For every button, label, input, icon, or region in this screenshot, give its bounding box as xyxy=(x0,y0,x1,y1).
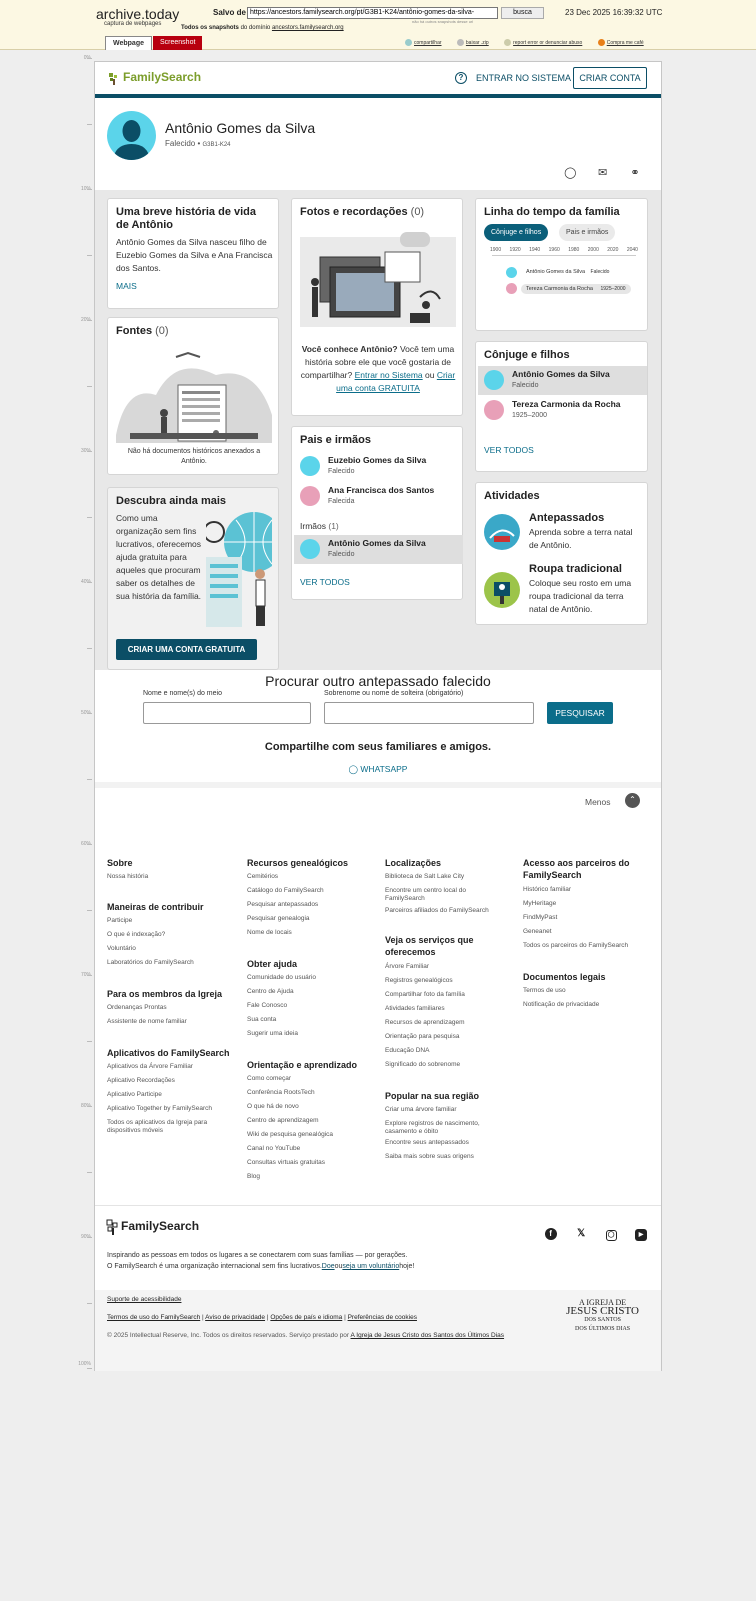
church-logo-line: A IGREJA DE xyxy=(579,1298,627,1307)
footer-logo[interactable] xyxy=(105,1219,199,1235)
activity-title[interactable]: Antepassados xyxy=(529,512,605,524)
spouse-status: Falecido xyxy=(512,382,539,389)
footer-link[interactable]: Sugerir uma ideia xyxy=(247,1030,298,1037)
female-avatar-icon xyxy=(300,486,320,506)
timeline-dates: 1925–2000 xyxy=(600,286,626,292)
activities-title: Atividades xyxy=(484,490,540,502)
first-name-label: Nome e nome(s) do meio xyxy=(143,690,222,697)
documents-illustration xyxy=(116,345,272,443)
tab-screenshot[interactable]: Screenshot xyxy=(153,36,202,50)
timeline-title: Linha do tempo da família xyxy=(484,206,620,218)
year-label: 1900 xyxy=(490,247,502,253)
tab-webpage[interactable]: Webpage xyxy=(105,36,152,50)
footer-link[interactable]: Encontre seus antepassados xyxy=(385,1139,469,1146)
year-label: 2000 xyxy=(587,247,599,253)
footer-link[interactable]: O que há de novo xyxy=(247,1103,299,1110)
footer-heading: Orientação e aprendizado xyxy=(247,1060,358,1070)
login-link[interactable]: ENTRAR NO SISTEMA xyxy=(476,73,572,83)
spouse-name: Antônio Gomes da Silva xyxy=(512,369,610,379)
discover-card xyxy=(107,487,279,670)
footer-link[interactable]: Geneanet xyxy=(523,928,552,935)
accessibility-link[interactable]: Suporte de acessibilidade xyxy=(107,1296,182,1303)
archive-logo[interactable]: archive.today xyxy=(96,6,180,22)
ruler-tick xyxy=(87,255,92,256)
legal-footer xyxy=(95,1290,661,1371)
photos-or: ou xyxy=(422,370,437,380)
sibling-name: Antônio Gomes da Silva xyxy=(328,538,426,548)
familysearch-logo[interactable] xyxy=(107,70,201,85)
report-link[interactable]: report error or denunciar abuso xyxy=(513,39,583,46)
photos-illustration xyxy=(300,227,456,327)
year-label: 2020 xyxy=(607,247,619,253)
ruler-label: 90% xyxy=(80,1234,91,1240)
footer-link[interactable]: Centro de Ajuda xyxy=(247,988,294,995)
footer-link[interactable]: Aplicativo Participe xyxy=(107,1091,162,1098)
country-language-link[interactable]: Opções de país e idioma xyxy=(270,1314,343,1321)
terms-link[interactable]: Termos de uso do FamilySearch xyxy=(107,1314,201,1321)
timeline-line xyxy=(492,255,636,256)
ruler-tick xyxy=(87,189,92,190)
male-avatar-icon xyxy=(300,456,320,476)
spouse-name: Tereza Carmonia da Rocha xyxy=(512,399,621,409)
ruler-label: 20% xyxy=(80,317,91,323)
first-name-input[interactable] xyxy=(143,702,311,724)
timeline-row[interactable] xyxy=(526,269,609,275)
parent-status: Falecida xyxy=(328,498,355,505)
page-ruler xyxy=(78,55,92,1368)
whatsapp-icon[interactable]: ◯ xyxy=(564,167,577,179)
spouse-see-all-link[interactable]: VER TODOS xyxy=(484,445,534,455)
discover-text: Como uma organização sem fins lucrativos, oferecemos ajuda gratuita para aqueles que procuram saber os detalhes de sua história da família. xyxy=(116,513,202,601)
tree-icon xyxy=(105,1219,121,1235)
story-text: Antônio Gomes da Silva nasceu filho de Euzebio Gomes da Silva e Ana Francisca dos Santos. xyxy=(116,237,273,273)
year-label: 1920 xyxy=(509,247,521,253)
org-post: hoje! xyxy=(399,1263,415,1270)
footer-link[interactable]: Parceiros afiliados do FamilySearch xyxy=(385,907,489,914)
male-avatar-icon xyxy=(484,370,504,390)
search-button[interactable]: PESQUISAR xyxy=(547,702,613,724)
person-id: G3B1-K24 xyxy=(202,142,231,148)
spouse-row[interactable] xyxy=(478,366,647,395)
tab-parents-siblings[interactable]: Pais e irmãos xyxy=(559,224,615,241)
ruler-label: 60% xyxy=(80,841,91,847)
archive-search-button[interactable]: busca xyxy=(501,7,544,19)
domain-link[interactable]: ancestors.familysearch.org xyxy=(271,25,344,31)
ruler-tick xyxy=(87,648,92,649)
footer-link[interactable]: Consultas virtuais gratuitas xyxy=(247,1159,326,1166)
archive-note: não há outros snapshots desse url xyxy=(412,19,474,24)
ruler-tick xyxy=(87,124,92,125)
ruler-label: 40% xyxy=(80,579,91,585)
cookie-preferences-link[interactable]: Preferências de cookies xyxy=(347,1314,417,1321)
female-avatar-icon xyxy=(484,400,504,420)
help-icon[interactable]: ? xyxy=(455,72,467,84)
last-name-label: Sobrenome ou nome de solteira (obrigatório) xyxy=(324,690,464,697)
activity-title[interactable]: Roupa tradicional xyxy=(529,563,622,575)
footer-link[interactable]: Biblioteca de Salt Lake City xyxy=(385,873,465,880)
photos-prompt xyxy=(300,343,456,395)
tagline-text: Inspirando as pessoas em todos os lugares a se conectarem com suas famílias — por gerações. xyxy=(107,1252,408,1259)
snapshots-label[interactable]: Todos os snapshots xyxy=(181,25,239,31)
copyright xyxy=(107,1332,504,1339)
footer-tagline xyxy=(107,1250,414,1272)
footer-link[interactable]: Significado do sobrenome xyxy=(385,1061,461,1068)
footer-link[interactable]: Ordenanças Prontas xyxy=(107,1004,167,1011)
footer-link[interactable]: Notificação de privacidade xyxy=(523,1001,600,1008)
ruler-tick xyxy=(87,1041,92,1042)
story-card xyxy=(107,198,279,309)
ruler-tick xyxy=(87,582,92,583)
x-icon[interactable]: 𝕏 xyxy=(577,1228,586,1239)
spouse-title: Cônjuge e filhos xyxy=(484,349,570,361)
share-icons xyxy=(548,163,641,181)
footer-heading: Aplicativos do FamilySearch xyxy=(107,1048,230,1058)
church-link[interactable]: A Igreja de Jesus Cristo dos Santos dos Últimos Dias xyxy=(350,1332,505,1339)
whatsapp-label: WHATSAPP xyxy=(360,764,408,774)
ruler-tick xyxy=(87,320,92,321)
org-or: ou xyxy=(334,1263,343,1270)
footer-link[interactable]: Blog xyxy=(247,1173,261,1180)
share-icon xyxy=(405,39,412,46)
footer-link[interactable]: Assistente de nome familiar xyxy=(107,1018,187,1025)
footer-heading: Documentos legais xyxy=(523,972,606,982)
footer-link[interactable]: MyHeritage xyxy=(523,900,557,907)
ruler-tick xyxy=(87,910,92,911)
discover-title: Descubra ainda mais xyxy=(116,495,227,507)
spouse-status: 1925–2000 xyxy=(512,412,548,419)
footer-link[interactable]: Canal no YouTube xyxy=(247,1145,301,1152)
instagram-icon[interactable]: ◯ xyxy=(606,1230,617,1241)
sources-title xyxy=(116,325,169,338)
footer-heading: Recursos genealógicos xyxy=(247,858,349,868)
footer-heading: Obter ajuda xyxy=(247,959,298,969)
footer-link[interactable]: Como começar xyxy=(247,1075,292,1082)
ruler-tick xyxy=(87,1237,92,1238)
report-icon xyxy=(504,39,511,46)
parent-row[interactable] xyxy=(294,452,463,481)
photos-question: Você conhece Antônio? xyxy=(301,344,398,354)
parents-card xyxy=(291,426,463,600)
footer-link[interactable]: Histórico familiar xyxy=(523,886,572,893)
year-label: 2040 xyxy=(626,247,638,253)
photos-create-link[interactable]: Criar uma conta GRATUITA xyxy=(336,370,456,393)
facebook-icon[interactable]: f xyxy=(545,1228,557,1240)
share-link[interactable]: compartilhar xyxy=(414,39,442,46)
parent-name: Euzebio Gomes da Silva xyxy=(328,455,427,465)
archive-links xyxy=(405,39,658,46)
footer-link[interactable]: Voluntário xyxy=(107,945,136,952)
coffee-link[interactable]: Compra me café xyxy=(606,39,644,46)
ruler-label: 0% xyxy=(83,55,91,61)
footer-heading: Sobre xyxy=(107,858,133,868)
ruler-tick xyxy=(87,844,92,845)
org-text: O FamilySearch é uma organização internacional sem fins lucrativos. xyxy=(107,1263,322,1270)
footer-link[interactable]: Catálogo do FamilySearch xyxy=(247,887,324,894)
activity-text: Aprenda sobre a terra natal de Antônio. xyxy=(529,527,633,550)
saved-from-label: Salvo de xyxy=(213,8,246,17)
spouse-row[interactable] xyxy=(478,396,647,425)
social-icons xyxy=(531,1223,647,1241)
footer-link[interactable]: Todos os parceiros do FamilySearch xyxy=(523,942,629,949)
footer-link[interactable]: Aplicativo Recordações xyxy=(107,1077,175,1084)
footer-link[interactable]: Nome de locais xyxy=(247,929,292,936)
ruler-tick xyxy=(87,386,92,387)
link-icon[interactable]: ⚭ xyxy=(630,167,640,179)
spouse-card xyxy=(475,341,648,472)
parent-row[interactable] xyxy=(294,482,463,511)
ruler-label: 80% xyxy=(80,1103,91,1109)
whatsapp-icon: ◯ xyxy=(348,764,359,774)
create-account-button[interactable]: CRIAR CONTA xyxy=(573,67,647,89)
timeline-row[interactable] xyxy=(521,284,631,294)
photos-login-link[interactable]: Entrar no Sistema xyxy=(354,370,423,380)
footer-link[interactable]: Educação DNA xyxy=(385,1047,430,1054)
footer-link[interactable]: Criar uma árvore familiar xyxy=(385,1106,457,1113)
footer-link[interactable]: Explore registros de nascimento, casamento e óbito xyxy=(385,1120,480,1135)
sources-card xyxy=(107,317,279,475)
footer-link[interactable]: Atividades familiares xyxy=(385,1005,445,1012)
cards-area xyxy=(95,190,661,670)
ancestors-icon[interactable] xyxy=(484,514,520,550)
ruler-tick xyxy=(87,1303,92,1304)
ruler-tick xyxy=(87,1106,92,1107)
male-avatar-icon xyxy=(506,267,517,278)
siblings-label xyxy=(300,520,339,533)
footer-link[interactable]: Aplicativos da Árvore Familiar xyxy=(107,1063,193,1070)
create-free-account-button[interactable]: CRIAR UMA CONTA GRATUITA xyxy=(116,639,257,660)
year-label: 1960 xyxy=(548,247,560,253)
story-more-link[interactable]: MAIS xyxy=(116,281,137,291)
footer-link[interactable]: Comunidade do usuário xyxy=(247,974,317,981)
donate-link[interactable]: Doe xyxy=(321,1263,335,1270)
ruler-tick xyxy=(87,517,92,518)
ruler-tick xyxy=(87,58,92,59)
person-header xyxy=(95,98,661,190)
parent-name: Ana Francisca dos Santos xyxy=(328,485,435,495)
church-logo-line: DOS SANTOS xyxy=(584,1317,621,1323)
ruler-label: 30% xyxy=(80,448,91,454)
download-icon xyxy=(457,39,464,46)
footer-link[interactable]: Pesquisar antepassados xyxy=(247,901,319,908)
footer-link[interactable]: Recursos de aprendizagem xyxy=(385,1019,465,1026)
parents-title: Pais e irmãos xyxy=(300,434,371,446)
activity-text: Coloque seu rosto em uma roupa tradicional da terra natal de Antônio. xyxy=(529,578,632,614)
footer-link[interactable]: Nossa história xyxy=(107,873,149,880)
parents-see-all-link[interactable]: VER TODOS xyxy=(300,577,350,587)
footer-link[interactable]: Todos os aplicativos da Igreja para dispositivos móveis xyxy=(107,1119,208,1134)
story-title: Uma breve história de vida de Antônio xyxy=(116,206,256,231)
siblings-count: (1) xyxy=(328,521,339,531)
footer-heading: Veja os serviços que oferecemos xyxy=(385,935,474,957)
chevron-up-icon[interactable]: ⌃ xyxy=(625,793,640,808)
footer-link[interactable]: O que é indexação? xyxy=(107,931,166,938)
collapse-footer-label[interactable]: Menos xyxy=(585,797,611,807)
timeline-name: Tereza Carmonia da Rocha xyxy=(526,286,593,292)
timeline-card xyxy=(475,198,648,331)
timeline-dates: Falecido xyxy=(590,269,610,275)
person-avatar xyxy=(107,111,156,160)
ruler-tick xyxy=(87,1368,92,1369)
church-logo-line: JESUS CRISTO xyxy=(566,1305,639,1317)
timeline-axis xyxy=(490,247,638,253)
footer-link[interactable]: FindMyPast xyxy=(523,914,558,921)
ruler-tick xyxy=(87,1172,92,1173)
sibling-row[interactable] xyxy=(294,535,463,564)
footer-link[interactable]: Centro de aprendizagem xyxy=(247,1117,319,1124)
research-illustration xyxy=(206,512,272,630)
ruler-label: 70% xyxy=(80,972,91,978)
ruler-label: 50% xyxy=(80,710,91,716)
footer-logo-text: FamilySearch xyxy=(121,1219,200,1234)
person-name: Antônio Gomes da Silva xyxy=(165,120,316,136)
sources-empty-text: Não há documentos históricos anexados a Antônio. xyxy=(127,448,261,465)
photos-count: (0) xyxy=(410,206,425,218)
footer-link[interactable]: Wiki de pesquisa genealógica xyxy=(247,1131,333,1138)
female-avatar-icon xyxy=(506,283,517,294)
legal-links: Termos de uso do FamilySearch | Aviso de privacidade | Opções de país e idioma | Preferências de cookies xyxy=(107,1314,417,1321)
footer-link[interactable]: Saiba mais sobre suas origens xyxy=(385,1153,474,1160)
archived-page xyxy=(94,61,662,1371)
church-logo-line: DOS ÚLTIMOS DIAS xyxy=(575,1326,631,1332)
ruler-label: 100% xyxy=(78,1361,91,1367)
site-header xyxy=(95,62,661,98)
ruler-tick xyxy=(87,975,92,976)
footer-heading: Localizações xyxy=(385,858,442,868)
ruler-tick xyxy=(87,451,92,452)
footer-heading: Maneiras de contribuir xyxy=(107,902,204,912)
privacy-link[interactable]: Aviso de privacidade xyxy=(205,1314,266,1321)
activities-card xyxy=(475,482,648,625)
domain-label: do domínio xyxy=(240,25,271,31)
traditional-clothing-icon[interactable] xyxy=(484,572,520,608)
archive-date: 23 Dec 2025 16:39:32 UTC xyxy=(565,8,663,17)
male-silhouette-icon xyxy=(107,111,156,160)
photos-card xyxy=(291,198,463,416)
ruler-tick xyxy=(87,713,92,714)
brand-footer xyxy=(95,1205,661,1290)
youtube-icon[interactable]: ▶ xyxy=(635,1229,647,1241)
search-title: Procurar outro antepassado falecido xyxy=(265,673,491,689)
photos-question-text: Você tem uma história sobre ele que você gostaria de compartilhar? xyxy=(300,344,455,380)
year-label: 1940 xyxy=(529,247,541,253)
download-link[interactable]: baixar .zip xyxy=(465,39,489,46)
footer-link[interactable]: Conferência RootsTech xyxy=(247,1089,315,1096)
footer-link[interactable]: Encontre um centro local do FamilySearch xyxy=(385,887,466,902)
footer-link[interactable]: Sua conta xyxy=(247,1016,277,1023)
timeline-name: Antônio Gomes da Silva xyxy=(526,269,586,275)
person-status: Falecido xyxy=(165,139,196,148)
whatsapp-share-link[interactable] xyxy=(95,764,661,775)
parent-status: Falecido xyxy=(328,468,355,475)
year-label: 1980 xyxy=(568,247,580,253)
ruler-tick xyxy=(87,779,92,780)
footer-link[interactable]: Cemitérios xyxy=(247,873,279,880)
church-logo[interactable] xyxy=(566,1298,639,1334)
footer-link[interactable]: Pesquisar genealogia xyxy=(247,915,310,922)
footer-link[interactable]: Termos de uso xyxy=(523,987,566,994)
footer-heading: Acesso aos parceiros do FamilySearch xyxy=(523,858,630,880)
male-avatar-icon xyxy=(300,539,320,559)
archive-bar xyxy=(0,0,756,50)
footer-heading: Popular na sua região xyxy=(385,1091,480,1101)
footer-link[interactable]: Aplicativo Together by FamilySearch xyxy=(107,1105,213,1112)
copyright-text: © 2025 Intellectual Reserve, Inc. Todos os direitos reservados. Serviço prestado por xyxy=(107,1332,351,1339)
footer-link[interactable]: Árvore Familiar xyxy=(385,963,430,970)
volunteer-link[interactable]: seja um voluntário xyxy=(342,1263,400,1270)
share-title: Compartilhe com seus familiares e amigos. xyxy=(264,741,492,753)
sources-title-text: Fontes xyxy=(116,325,153,337)
sibling-status: Falecido xyxy=(328,551,355,558)
footer-link[interactable]: Participe xyxy=(107,917,133,924)
footer-link[interactable]: Orientação para pesquisa xyxy=(385,1033,460,1040)
archive-subtitle: captura de webpages xyxy=(104,21,162,27)
footer-link[interactable]: Laboratórios do FamilySearch xyxy=(107,959,194,966)
last-name-input[interactable] xyxy=(324,702,534,724)
tree-icon xyxy=(107,71,121,85)
photos-title xyxy=(300,206,424,219)
photos-title-text: Fotos e recordações xyxy=(300,206,408,218)
footer-link[interactable]: Fale Conosco xyxy=(247,1002,288,1009)
sources-count: (0) xyxy=(155,325,169,337)
archive-url-input[interactable]: https://ancestors.familysearch.org/pt/G3B1-K24/antônio-gomes-da-silva- xyxy=(247,7,498,19)
email-icon[interactable]: ✉ xyxy=(597,167,608,179)
coffee-icon xyxy=(598,39,605,46)
ruler-label: 10% xyxy=(80,186,91,192)
logo-text: FamilySearch xyxy=(123,70,202,84)
siblings-label-text: Irmãos xyxy=(300,521,326,531)
person-meta: Falecido • G3B1-K24 xyxy=(165,139,231,148)
footer-link[interactable]: Compartilhar foto da família xyxy=(385,991,465,998)
footer-heading: Para os membros da Igreja xyxy=(107,989,223,999)
footer-link[interactable]: Registros genealógicos xyxy=(385,977,453,984)
snapshots-line xyxy=(181,25,344,31)
tab-spouse-children[interactable]: Cônjuge e filhos xyxy=(484,224,548,241)
